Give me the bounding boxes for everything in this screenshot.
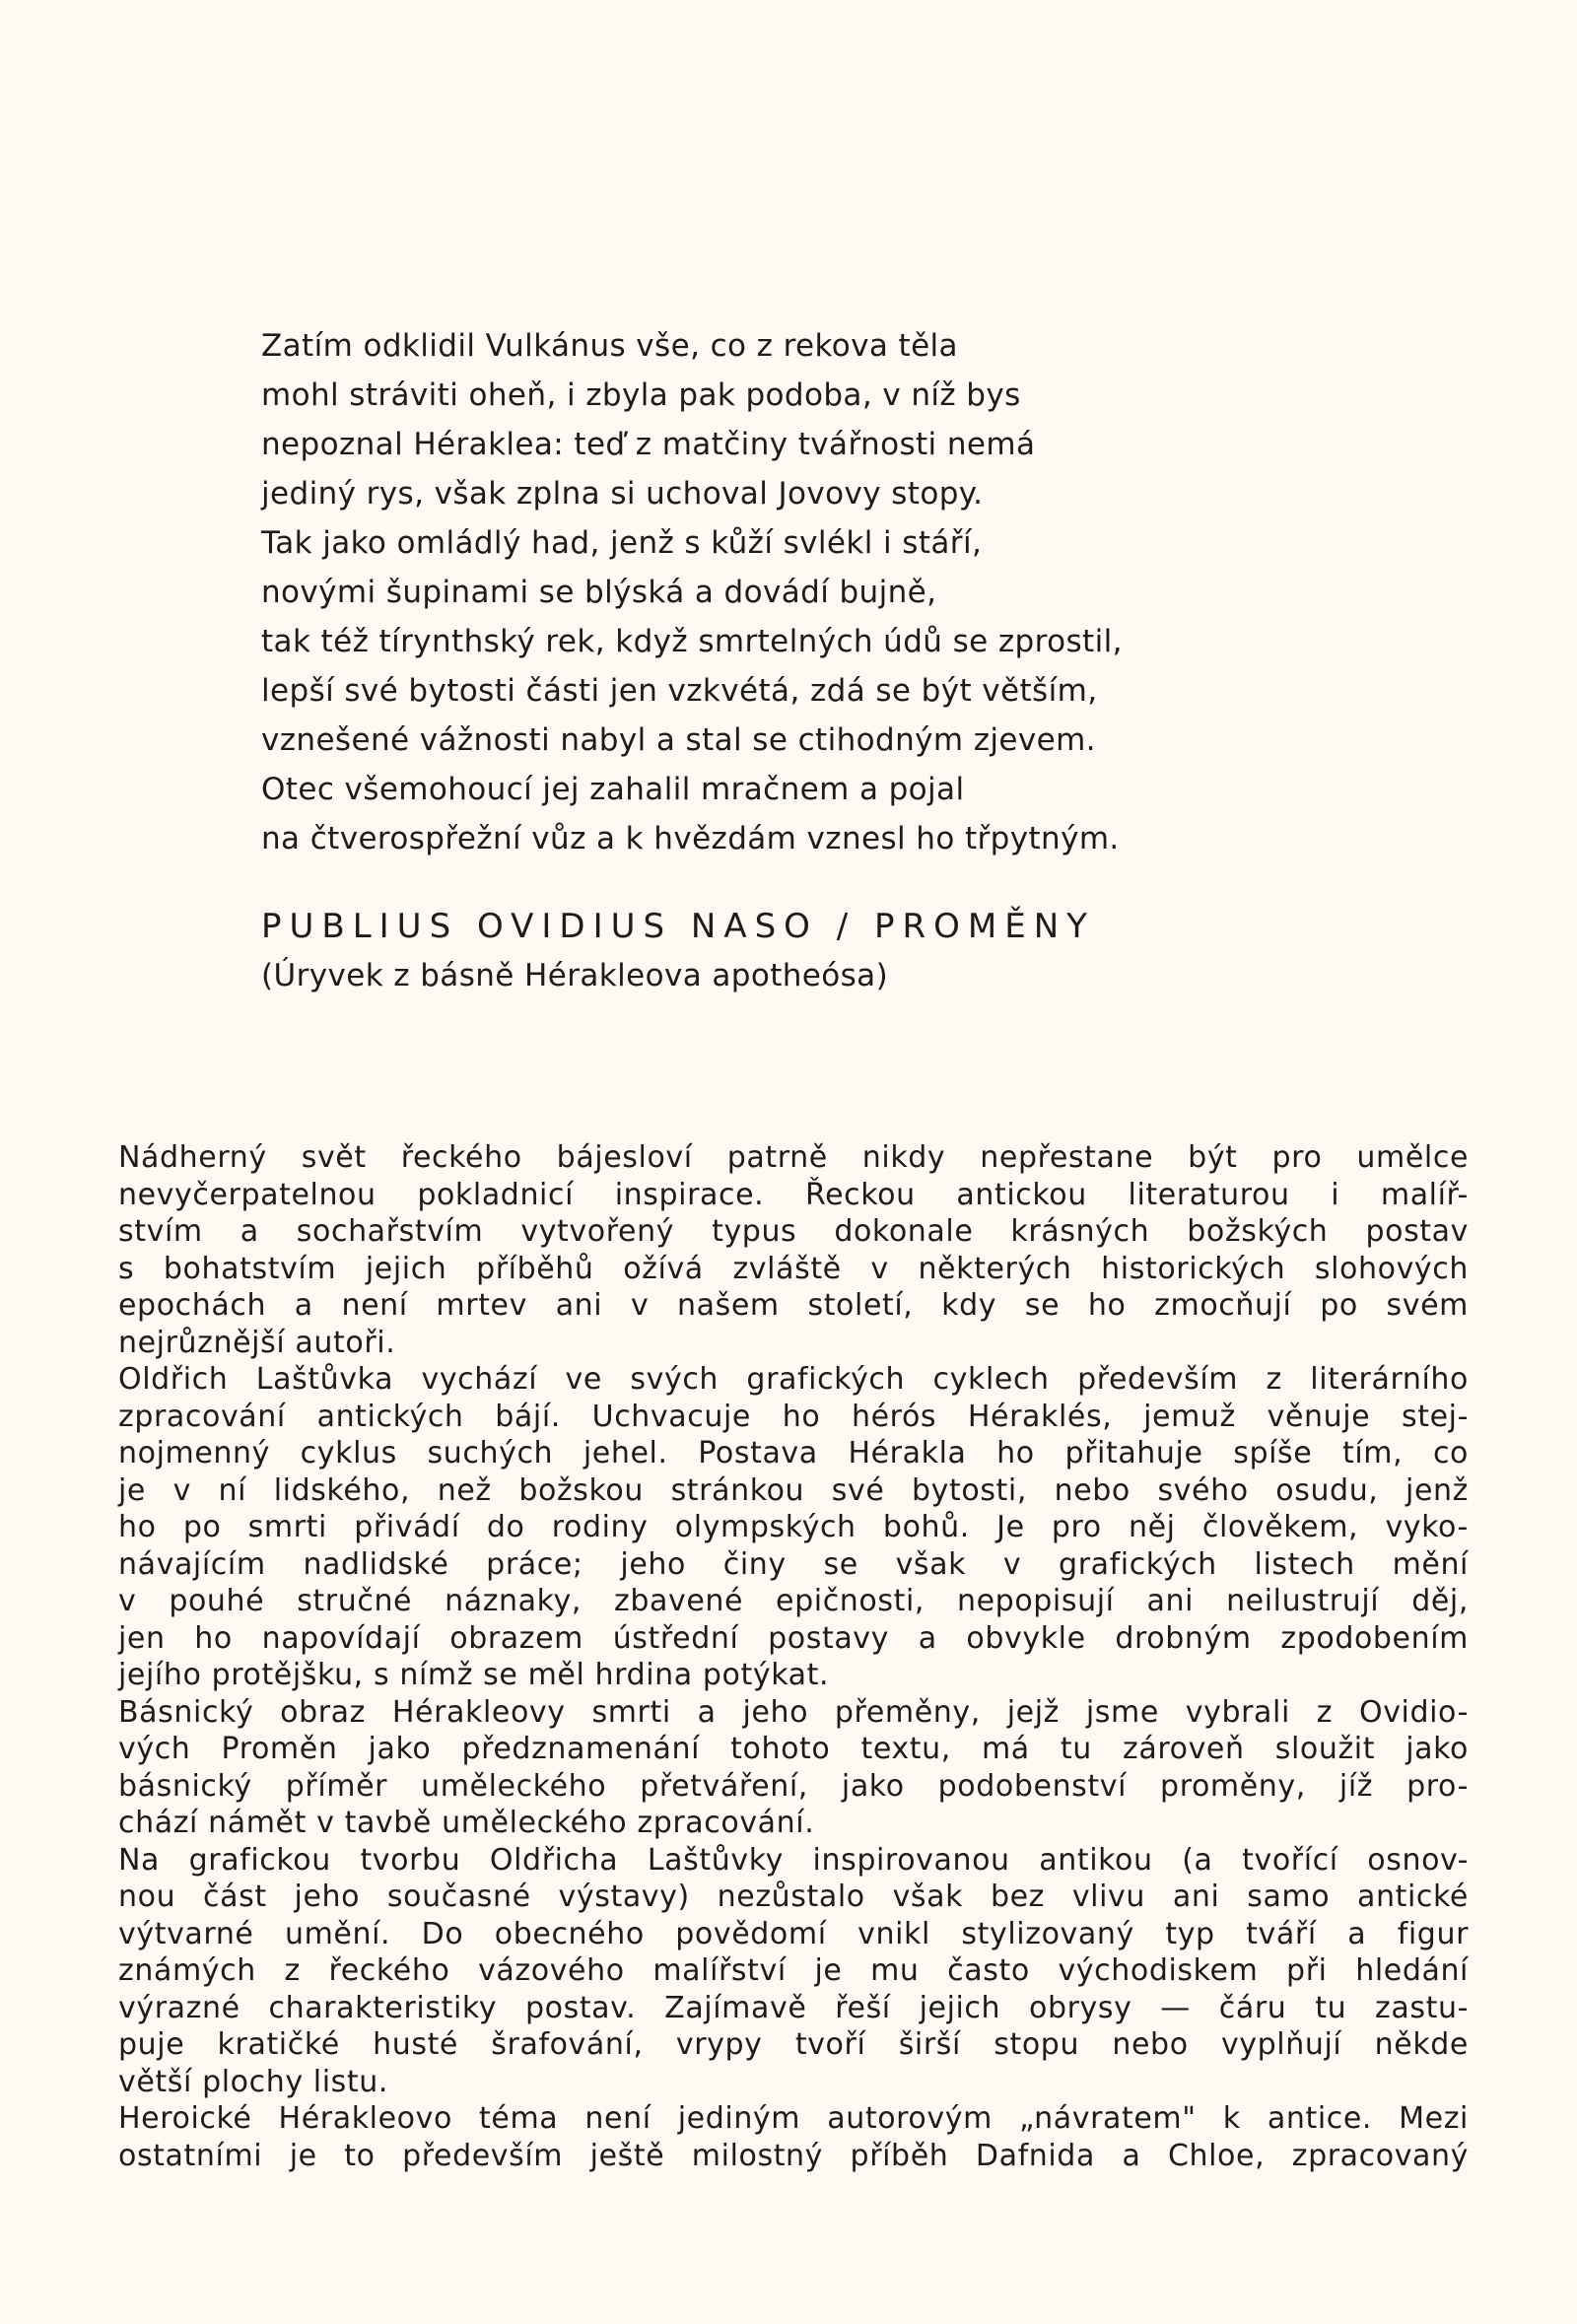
poem-line: Tak jako omládlý had, jenž s kůží svlékl i stáří, bbox=[261, 525, 983, 561]
poem-line: mohl stráviti oheň, i zbyla pak podoba, v níž bys bbox=[261, 377, 1021, 413]
essay-line: návajícím nadlidské práce; jeho činy se však v grafických listech mění bbox=[118, 1546, 1469, 1582]
poem-line: na čtverospřežní vůz a k hvězdám vznesl ho třpytným. bbox=[261, 821, 1120, 856]
essay-line: epochách a není mrtev ani v našem století, kdy se ho zmocňují po svém bbox=[118, 1288, 1469, 1323]
essay-line: chází námět v tavbě uměleckého zpracování. bbox=[118, 1806, 815, 1840]
essay-line: zpracování antických bájí. Uchvacuje ho hérós Héraklés, jemuž věnuje stej- bbox=[118, 1399, 1469, 1434]
essay-line: vých Proměn jako předznamenání tohoto textu, má tu zároveň sloužit jako bbox=[118, 1732, 1469, 1766]
poem-line: Otec všemohoucí jej zahalil mračnem a pojal bbox=[261, 772, 965, 807]
poem-line: tak též tírynthský rek, když smrtelných údů se zprostil, bbox=[261, 624, 1123, 659]
poem-line: novými šupinami se blýská a dovádí bujně, bbox=[261, 575, 937, 610]
essay-line: výtvarné umění. Do obecného povědomí vnikl stylizovaný typ tváří a figur bbox=[118, 1916, 1469, 1951]
essay-line: jen ho napovídají obrazem ústřední postavy a obvykle drobným zpodobením bbox=[118, 1620, 1469, 1656]
poem-excerpt bbox=[261, 321, 1247, 863]
essay-line: Básnický obraz Hérakleovy smrti a jeho přeměny, jejž jsme vybrali z Ovidio- bbox=[118, 1694, 1469, 1730]
poem-line: Zatím odklidil Vulkánus vše, co z rekova těla bbox=[261, 328, 958, 364]
essay-line: Nádherný svět řeckého bájesloví patrně nikdy nepřestane být pro umělce bbox=[118, 1140, 1469, 1175]
essay-line: Na grafickou tvorbu Oldřicha Laštůvky inspirovanou antikou (a tvořící osnov- bbox=[118, 1842, 1469, 1878]
essay-line: je v ní lidského, než božskou stránkou své bytosti, nebo svého osudu, jenž bbox=[118, 1472, 1469, 1508]
essay-line: výrazné charakteristiky postav. Zajímavě řeší jejich obrysy — čáru tu zastu- bbox=[118, 1990, 1469, 2025]
essay-line: Heroické Hérakleovo téma není jediným autorovým „návratem" k antice. Mezi bbox=[118, 2101, 1469, 2136]
essay-line: ostatními je to především ještě milostný příběh Dafnida a Chloe, zpracovaný bbox=[118, 2138, 1469, 2173]
poem-attribution bbox=[261, 902, 1345, 1000]
essay-line: nejrůznější autoři. bbox=[118, 1325, 396, 1360]
essay-line: známých z řeckého vázového malířství je mu často východiskem při hledání bbox=[118, 1953, 1469, 1988]
essay-line: ho po smrti přivádí do rodiny olympských bohů. Je pro něj člověkem, vyko- bbox=[118, 1510, 1469, 1544]
essay-line: jejího protějšku, s nímž se měl hrdina potýkat. bbox=[118, 1658, 830, 1692]
essay-line: nevyčerpatelnou pokladnicí inspirace. Řeckou antickou literaturou i malíř- bbox=[118, 1177, 1469, 1212]
essay-line: větší plochy listu. bbox=[118, 2064, 389, 2099]
author-and-work: PUBLIUS OVIDIUS NASO / PROMĚNY bbox=[261, 907, 1095, 946]
essay-line: nou část jeho současné výstavy) nezůstalo však bez vlivu ani samo antické bbox=[118, 1880, 1469, 1914]
poem-line: lepší své bytosti části jen vzkvétá, zdá se být větším, bbox=[261, 673, 1098, 709]
poem-line: nepoznal Héraklea: teď z matčiny tvářnosti nemá bbox=[261, 427, 1036, 462]
poem-line: jediný rys, však zplna si uchoval Jovovy stopy. bbox=[261, 476, 984, 512]
essay-line: stvím a sochařstvím vytvořený typus dokonale krásných božských postav bbox=[118, 1214, 1469, 1249]
essay-line: nojmenný cyklus suchých jehel. Postava Hérakla ho přitahuje spíše tím, co bbox=[118, 1436, 1469, 1470]
essay-line: v pouhé stručné náznaky, zbavené epičnosti, nepopisují ani neilustrují děj, bbox=[118, 1584, 1469, 1618]
essay-line: Oldřich Laštůvka vychází ve svých grafických cyklech především z literárního bbox=[118, 1362, 1469, 1397]
essay-line: básnický příměr uměleckého přetváření, jako podobenství proměny, jíž pro- bbox=[118, 1768, 1469, 1804]
poem-line: vznešené vážnosti nabyl a stal se ctihodným zjevem. bbox=[261, 722, 1096, 758]
essay-text bbox=[118, 1139, 1469, 2174]
essay-line: s bohatstvím jejich příběhů ožívá zvláště v některých historických slohových bbox=[118, 1251, 1469, 1286]
essay-line: puje kratičké husté šrafování, vrypy tvoří širší stopu nebo vyplňují někde bbox=[118, 2027, 1469, 2062]
excerpt-note: (Úryvek z básně Hérakleova apotheósa) bbox=[261, 958, 889, 993]
